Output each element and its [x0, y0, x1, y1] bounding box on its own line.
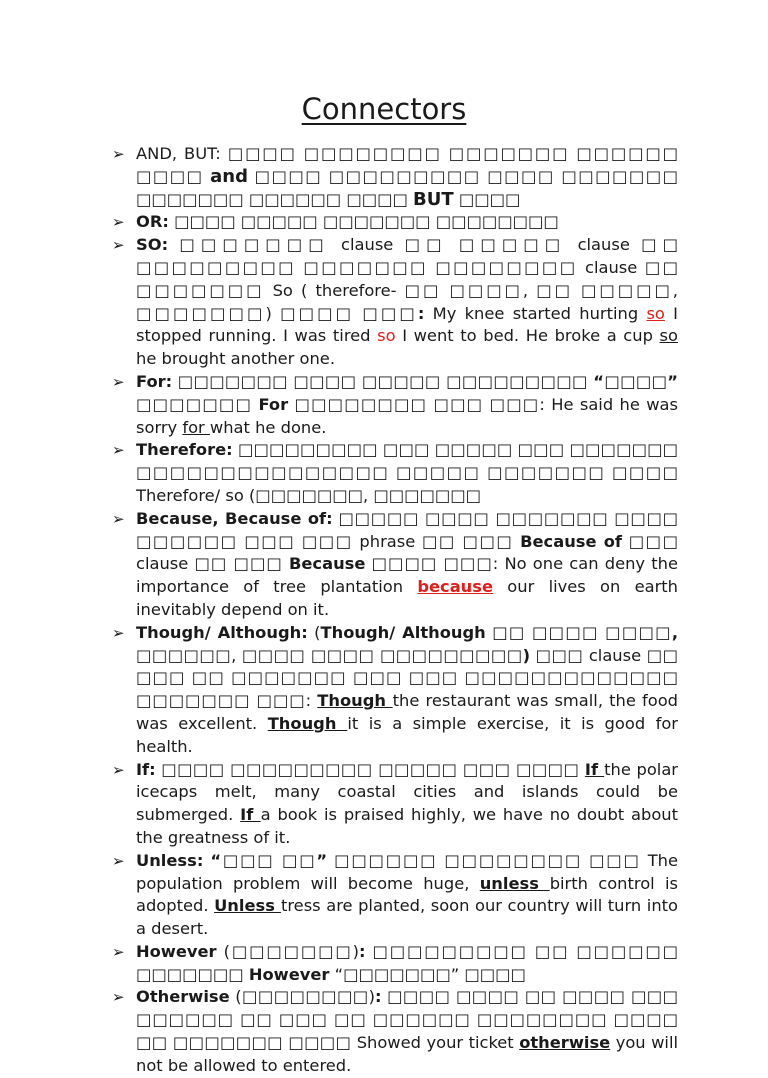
text-run: Because	[288, 554, 366, 574]
connector-list	[112, 143, 678, 1078]
text-run: □□□ clause □□ □□□ □□ □□□□□□□ □□□ □□□ □□□□□□□□□□□□□ □□□□□□□ □□□:	[136, 645, 678, 711]
text-run: However	[136, 941, 217, 961]
arrow-bullet-icon: ➢	[112, 236, 125, 255]
text-run: SO:	[136, 235, 169, 255]
list-item	[112, 211, 678, 234]
text-run: so	[646, 303, 665, 323]
text-run: :	[417, 303, 425, 323]
text-run: it is a simple exercise, it is good for health.	[136, 713, 679, 756]
text-run: otherwise	[519, 1033, 611, 1053]
text-run: If	[584, 759, 605, 779]
text-run: “□□□□□□□” □□□□	[329, 964, 526, 984]
text-run: :	[374, 987, 382, 1007]
list-item	[112, 850, 678, 941]
list-item	[112, 371, 678, 439]
text-run: If	[240, 805, 261, 825]
text-run: because	[417, 577, 494, 597]
text-run: unless	[479, 873, 550, 893]
arrow-bullet-icon: ➢	[112, 988, 125, 1007]
text-run: □□□□□□, □□□□ □□□□ □□□□□□□□□	[136, 645, 523, 665]
text-run: I stopped running. I was tired	[136, 303, 678, 346]
arrow-bullet-icon: ➢	[112, 145, 125, 163]
list-item	[112, 759, 678, 850]
text-run: ,	[671, 622, 679, 642]
text-run: □□□ clause □□ □□□	[136, 531, 678, 574]
text-run: I went to bed. He broke a cup	[395, 326, 660, 346]
list-item	[112, 234, 678, 371]
text-run: and	[210, 165, 248, 187]
text-run: □□□□ □□□□ □□ □□□□ □□□ □□□□□□ □□ □□□ □□ □□□□□□ □□□□□□□□ □□□□ □□ □□□□□□□ □□□□ Showed your ticket	[136, 987, 678, 1053]
text-run: birth control is adopted.	[136, 873, 679, 916]
page-title: Connectors	[301, 92, 467, 126]
text-run: □□□□□□□ clause □□ □□□□□ clause □□ □□□□□□□□□ □□□□□□□ □□□□□□□□ clause □□ □□□□□□□ So ( therefore- □□ □□□□, □□ □□□□□, □□□□□□□) □□□□ □□□	[136, 235, 678, 323]
text-run: he brought another one.	[136, 349, 335, 369]
text-run: (□□□□□□□)	[216, 941, 359, 961]
arrow-bullet-icon: ➢	[112, 213, 125, 232]
text-run: the polar icecaps melt, many coastal cities and islands could be submerged.	[136, 759, 678, 825]
arrow-bullet-icon: ➢	[112, 441, 125, 460]
text-run: □□□□□ □□□□ □□□□□□□ □□□□ □□□□□□ □□□ □□□ phrase □□ □□□	[136, 508, 678, 551]
list-item	[112, 508, 678, 622]
text-run: □□□□ □□□□□□□□□ □□□□ □□□□□□□ □□□□□□□ □□□□□□ □□□□	[136, 166, 678, 209]
text-run: For	[258, 394, 289, 414]
text-run: Though	[317, 691, 393, 711]
text-run: Unless	[214, 896, 281, 916]
text-run: tress are planted, soon our country will turn into a desert.	[136, 896, 678, 939]
arrow-bullet-icon: ➢	[112, 623, 125, 642]
arrow-bullet-icon: ➢	[112, 509, 125, 528]
text-run: for	[182, 417, 210, 437]
text-run: If:	[136, 759, 156, 779]
text-run: “□□□ □□”	[210, 850, 328, 870]
text-run: Otherwise	[136, 987, 230, 1007]
text-run: However	[248, 964, 330, 984]
list-item	[112, 941, 678, 987]
text-run: “□□□□”	[593, 371, 679, 391]
text-run: □□ □□□□ □□□□	[485, 622, 672, 642]
text-run: (	[307, 622, 321, 642]
arrow-bullet-icon: ➢	[112, 760, 125, 779]
text-run: )	[522, 645, 531, 665]
text-run: My knee started hurting	[424, 303, 647, 323]
text-run: □□□□ □□□□□ □□□□□□□ □□□□□□□□	[168, 212, 559, 232]
text-run: Though	[267, 713, 348, 733]
text-run: Though/ Although	[320, 622, 486, 642]
text-run: □□□□□□□	[136, 394, 259, 414]
text-run: our lives on earth inevitably depend on it.	[136, 577, 679, 619]
text-run: the restaurant was small, the food was excellent.	[136, 691, 678, 733]
text-run: □□□□□□□□□ □□□ □□□□□ □□□ □□□□□□□ □□□□□□□□□□□□□□□ □□□□□ □□□□□□□ □□□□ Therefore/ so (□□□□□□□, □□□□□□□	[136, 440, 678, 505]
text-run: □□□□□□ □□□□□□□□ □□□ The population problem will become huge,	[136, 850, 678, 893]
text-run: so	[377, 326, 396, 346]
arrow-bullet-icon: ➢	[112, 372, 125, 391]
text-run: □□□□ □□□□□□□□□ □□□□□ □□□ □□□□	[155, 759, 585, 779]
text-run: you will not be allowed to entered.	[136, 1033, 679, 1075]
text-run: For:	[136, 371, 173, 391]
text-run: □□□□□□□□□ □□ □□□□□□ □□□□□□□	[136, 941, 678, 984]
text-run: □□□□ □□□□□□□□ □□□□□□□ □□□□□□ □□□□	[136, 144, 678, 186]
text-run: what he done.	[209, 417, 327, 437]
text-run: so	[659, 326, 678, 346]
text-run: Unless:	[136, 850, 204, 870]
text-run: □□□□□□□□ □□□ □□□: He said he was sorry	[136, 394, 679, 437]
list-item	[112, 986, 678, 1077]
text-run: Though/ Although:	[136, 622, 308, 642]
text-run: a book is praised highly, we have no doubt about the greatness of it.	[136, 805, 678, 847]
text-run: □□□□□□□ □□□□ □□□□□ □□□□□□□□□	[172, 371, 594, 391]
list-item	[112, 622, 678, 759]
list-item	[112, 143, 678, 211]
text-run: Because of	[520, 531, 623, 551]
text-run: Because, Because of:	[136, 508, 333, 528]
text-run: :	[358, 941, 366, 961]
text-run: OR:	[136, 212, 169, 232]
arrow-bullet-icon: ➢	[112, 851, 125, 870]
arrow-bullet-icon: ➢	[112, 942, 125, 961]
text-run: Therefore:	[136, 440, 233, 460]
list-item	[112, 439, 678, 507]
text-run: □□□□ □□□: No one can deny the importance of tree plantation	[136, 554, 678, 597]
text-run: BUT	[413, 188, 454, 210]
text-run: □□□□	[453, 189, 521, 209]
text-run: (□□□□□□□□)	[229, 987, 375, 1007]
text-run: AND, BUT:	[136, 144, 228, 163]
